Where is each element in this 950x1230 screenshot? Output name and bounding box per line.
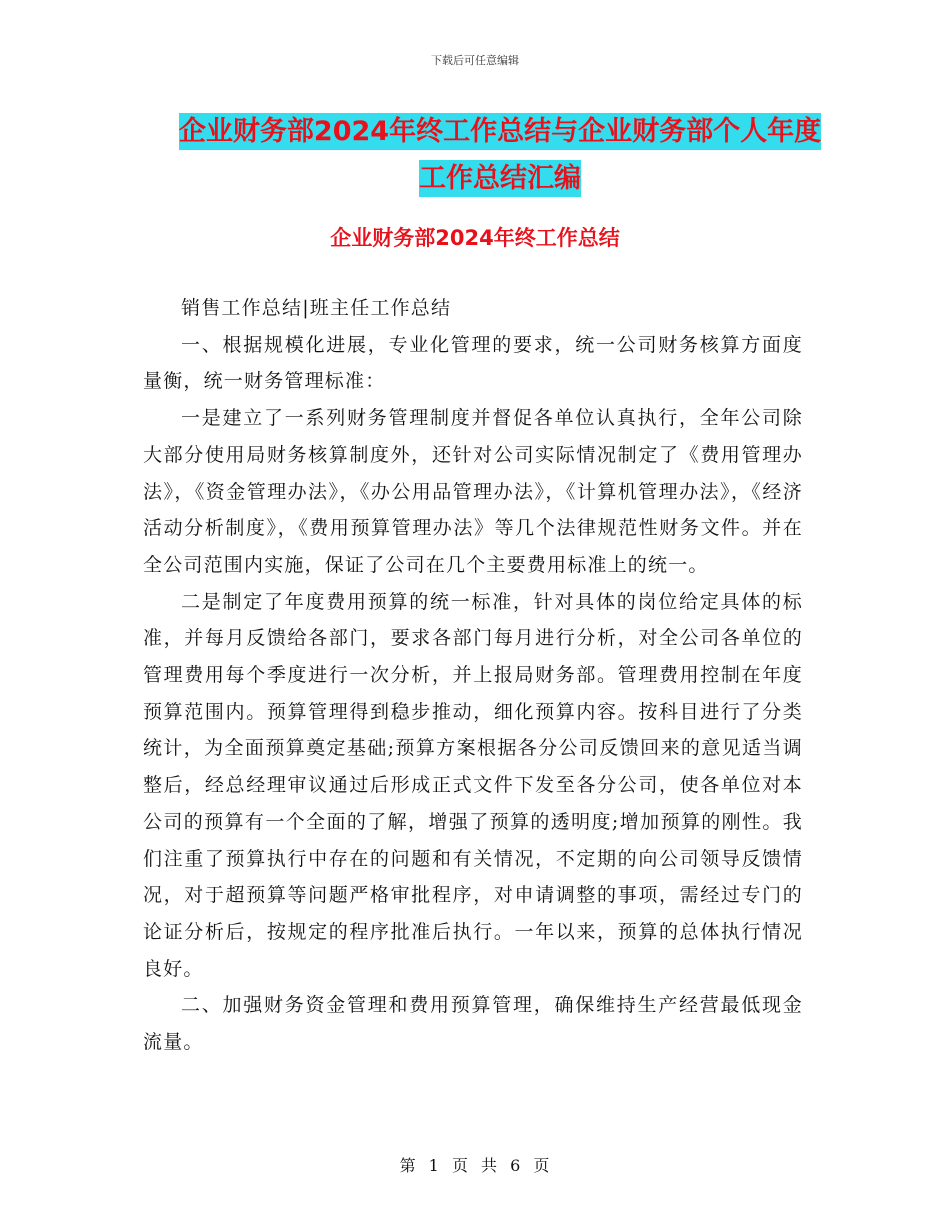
document-title-line-1: 企业财务部2024年终工作总结与企业财务部个人年度 xyxy=(179,113,821,150)
paragraph-point-two: 二、加强财务资金管理和费用预算管理，确保维持生产经营最低现金流量。 xyxy=(143,994,803,1054)
document-title-line-2: 工作总结汇编 xyxy=(419,160,581,197)
paragraph-budget-standards: 二是制定了年度费用预算的统一标准，针对具体的岗位给定具体的标准，并每月反馈给各部门，要求各部门每月进行分析，对全公司各单位的管理费用每个季度进行一次分析，并上报局财务部。管理费用控制在年度预算范围内。预算管理得到稳步推动，细化预算内容。按科目进行了分类统计，为全面预算奠定基础;预算方案根据各分公司反馈回来的意见适当调整后，经总经理审议通过后形成正式文件下发至各分公司，使各单位对本公司的预算有一个全面的了解，增强了预算的透明度;增加预算的刚性。我们注重了预算执行中存在的问题和有关情况，不定期的向公司领导反馈情况，对于超预算等问题严格审批程序，对申请调整的事项，需经过专门的论证分析后，按规定的程序批准后执行。一年以来，预算的总体执行情况良好。 xyxy=(143,590,803,980)
paragraph-point-one: 一、根据规模化进展，专业化管理的要求，统一公司财务核算方面度量衡，统一财务管理标准： xyxy=(143,333,803,393)
paragraph-categories: 销售工作总结|班主任工作总结 xyxy=(181,297,452,319)
section-title: 企业财务部2024年终工作总结 xyxy=(330,226,620,250)
document-body xyxy=(143,290,803,1061)
paragraph-regulations: 一是建立了一系列财务管理制度并督促各单位认真执行，全年公司除大部分使用局财务核算制度外，还针对公司实际情况制定了《费用管理办法》，《资金管理办法》，《办公用品管理办法》，《计算机管理办法》，《经济活动分析制度》，《费用预算管理办法》等几个法律规范性财务文件。并在全公司范围内实施，保证了公司在几个主要费用标准上的统一。 xyxy=(143,407,803,576)
page-number: 第 1 页 共 6 页 xyxy=(399,1156,551,1175)
page-header-note: 下载后可任意编辑 xyxy=(431,54,519,67)
document-title xyxy=(140,108,860,202)
